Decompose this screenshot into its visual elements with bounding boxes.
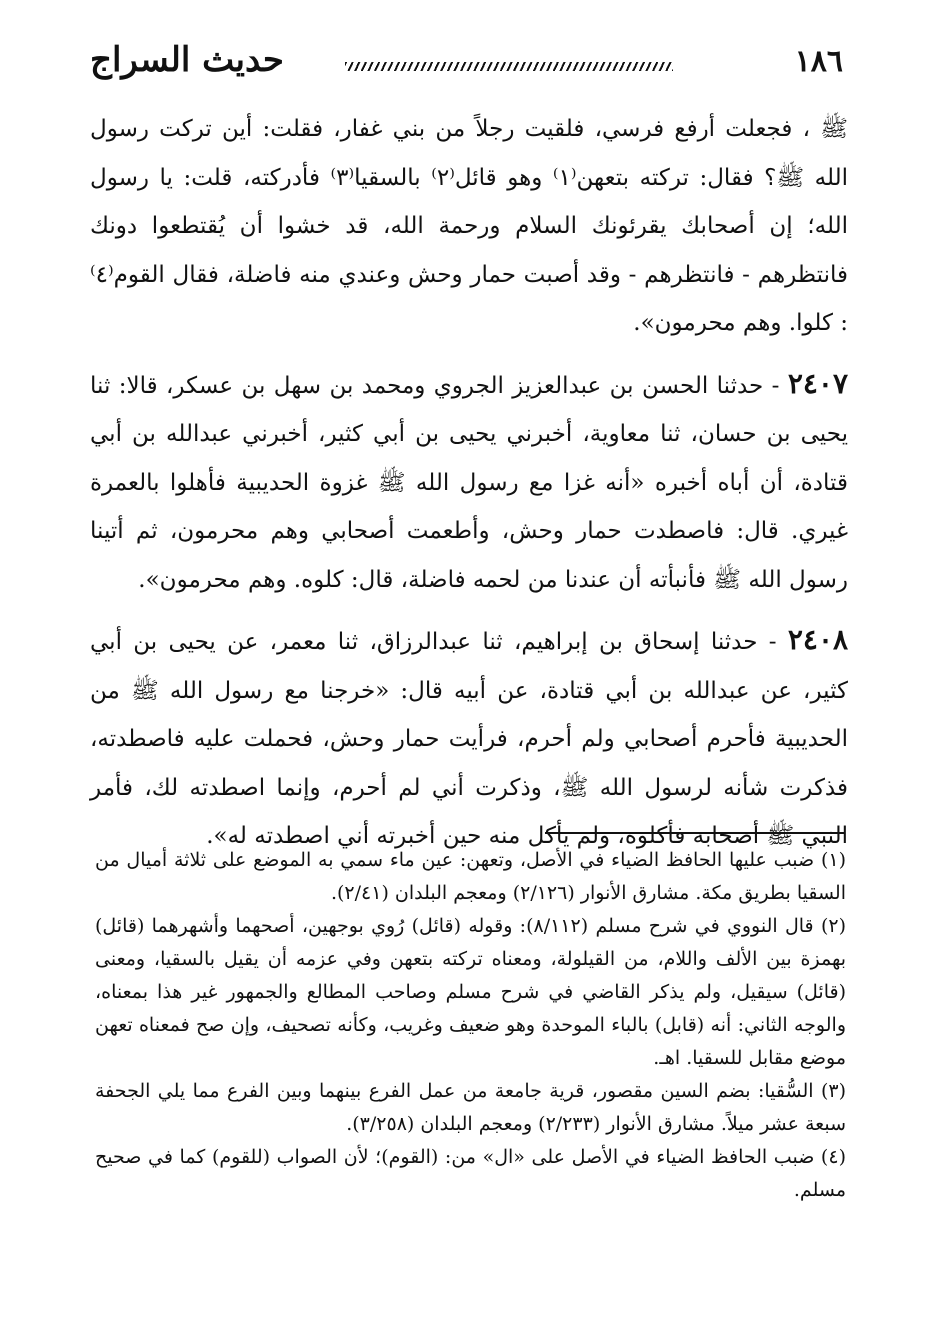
book-title: حديث السراج	[90, 40, 284, 80]
footnote-4: (٤) ضبب الحافظ الضياء في الأصل على «ال» من: (القوم)؛ لأن الصواب (للقوم) كما في صحيح مسلم.	[95, 1146, 846, 1201]
hadith-number: ٢٤٠٧	[787, 366, 848, 400]
hadith-2407	[90, 360, 848, 605]
page-number: ١٨٦	[794, 44, 843, 79]
footnote-2: (٢) قال النووي في شرح مسلم (٨/١١٢): وقوله (قائل) رُوي بوجهين، أصحهما وأشهرهما (قائل) بهمزة بين الألف واللام، من القيلولة، ومعناه تركته بتعهن وفي عزمه أن يقيل بالسقيا، ومعنى (قائل) سيقيل، ولم يذكر القاضي في شرح مسلم وصاحب المطالع والجمهور غير هذا بمعناه، والوجه الثاني: أنه (قابل) بالباء الموحدة وهو ضعيف وغريب، وكأنه تصحيف، وإن صح فمعناه تعهن موضع مقابل للسقيا. اهـ.	[95, 915, 846, 1069]
footnote-3: (٣) السُّقيا: بضم السين مقصور، قرية جامعة من عمل الفرع بينهما وبين الفرع مما يلي الجحفة سبعة عشر ميلاً. مشارق الأنوار (٢/٢٣٣) ومعجم البلدان (٣/٢٥٨).	[95, 1080, 846, 1135]
hadith-2408	[90, 616, 848, 861]
header-ornament-rule	[345, 62, 673, 71]
hadith-text: - حدثنا الحسن بن عبدالعزيز الجروي ومحمد بن سهل بن عسكر، قالا: ثنا يحيى بن حسان، ثنا معاوية، أخبرني يحيى بن أبي كثير، أخبرني عبدالله بن أبي قتادة، أن أباه أخبره «أنه غزا مع رسول الله ﷺ غزوة الحديبية فأهلوا بالعمرة غيري. قال: فاصطدت حمار وحش، وأطعمت أصحابي وهم محرمون، ثم أتينا رسول الله ﷺ فأنبأته أن عندنا من لحمه فاضلة، قال: كلوه. وهم محرمون».	[90, 372, 848, 593]
footnotes	[95, 844, 846, 1207]
paragraph-continuation: ﷺ ، فجعلت أرفع فرسي، فلقيت رجلاً من بني غفار، فقلت: أين تركت رسول الله ﷺ؟ فقال: تركته بتعهن⁽١⁾ وهو قائل⁽٢⁾ بالسقيا⁽٣⁾ فأدركته، قلت: يا رسول الله؛ إن أصحابك يقرئونك السلام ورحمة الله، قد خشوا أن يُقتطعوا دونك فانتظرهم - فانتظرهم - وقد أصبت حمار وحش وعندي منه فاضلة، فقال القوم⁽٤⁾ : كلوا. وهم محرمون».	[90, 116, 848, 336]
hadith-number: ٢٤٠٨	[787, 623, 849, 656]
footnote-1: (١) ضبب عليها الحافظ الضياء في الأصل، وتعهن: عين ماء سمي به الموضع على ثلاثة أميال من السقيا بطريق مكة. مشارق الأنوار (٢/١٢٦) ومعجم البلدان (٢/٤١).	[95, 849, 846, 904]
page-header	[90, 38, 843, 84]
hadith-text: - حدثنا إسحاق بن إبراهيم، ثنا عبدالرزاق، ثنا معمر، عن يحيى بن أبي كثير، عن عبدالله بن أبي قتادة، عن أبيه قال: «خرجنا مع رسول الله ﷺ من الحديبية فأحرم أصحابي ولم أحرم، فرأيت حمار وحش، فحملت عليه فاصطدته، فذكرت شأنه لرسول الله ﷺ، وذكرت أني لم أحرم، وإنما اصطدته لك، فأمر النبي ﷺ أصحابه فأكلوه، ولم يأكل منه حين أخبرته أني اصطدته له».	[90, 629, 848, 849]
footnote-separator	[545, 832, 845, 834]
main-text	[90, 105, 848, 861]
